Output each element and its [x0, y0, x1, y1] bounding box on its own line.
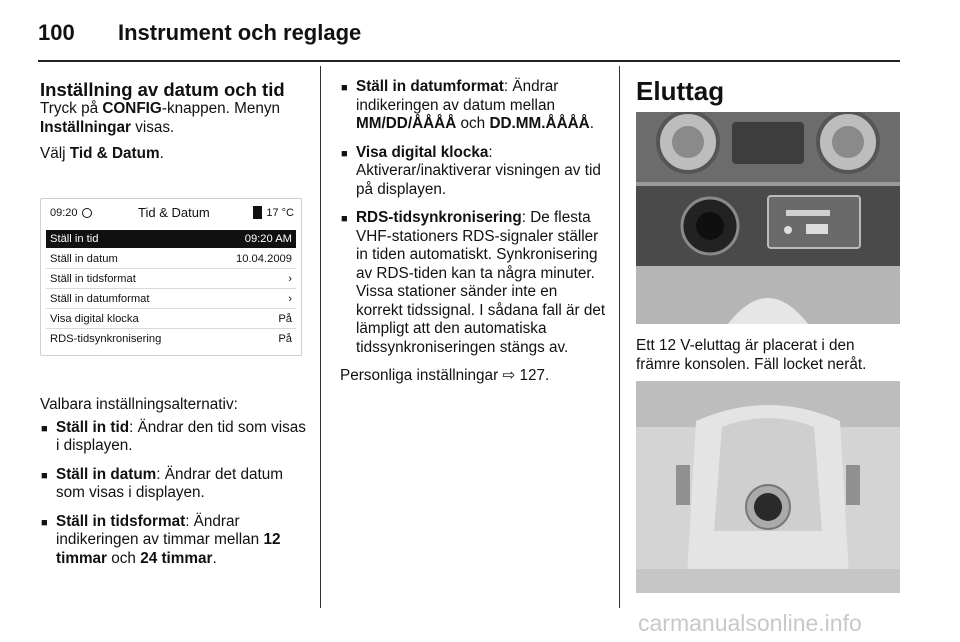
option-term: Visa digital klocka — [356, 143, 489, 161]
option-text: och — [456, 115, 490, 132]
intro-text: visas. — [130, 118, 175, 136]
reference-text: Personliga inställningar — [340, 367, 499, 384]
option-bold: DD.MM.ÅÅÅÅ — [489, 115, 590, 132]
options-intro: Valbara inställningsalternativ: — [40, 396, 238, 413]
display-row-value: 10.04.2009 — [236, 253, 292, 265]
left-column — [40, 80, 312, 164]
display-row-value: På — [278, 333, 292, 345]
display-status-bar — [46, 204, 296, 222]
section-heading-eluttag: Eluttag — [636, 76, 725, 106]
option-bold: 12 timmar — [56, 531, 281, 567]
select-text: Välj — [40, 145, 70, 162]
option-text: : Ändrar det datum som visas i displayen. — [56, 465, 283, 501]
settings-term: Inställningar — [40, 118, 131, 136]
option-bold: MM/DD/ÅÅÅÅ — [356, 115, 457, 132]
socket-photo — [636, 381, 900, 593]
display-row — [46, 310, 296, 329]
display-row-value: 09:20 AM — [244, 233, 292, 245]
option-text: och — [107, 549, 141, 567]
list-item — [340, 144, 606, 200]
option-text: : De flesta VHF-stationers RDS-signaler ställer in tiden automatiskt. Synkronisering av RDS-tiden kan ta några minuter. Vissa stationer sänder inte en korrekt tidssignal. I sådana fall är det lämpligt att den automatiska tidssynkroniseringen stängs av. — [356, 209, 606, 356]
display-screenshot — [40, 198, 302, 356]
display-row — [46, 270, 296, 289]
watermark: carmanualsonline.info — [638, 610, 862, 636]
arrow-right-icon: ⇨ — [502, 367, 516, 384]
display-row-label: Visa digital klocka — [50, 313, 139, 325]
option-text: . — [212, 549, 217, 567]
display-row-label: RDS-tidsynkronisering — [50, 333, 162, 345]
display-row — [46, 230, 296, 248]
display-row — [46, 330, 296, 348]
eluttag-caption: Ett 12 V-eluttag är placerat i den främre konsolen. Fäll locket neråt. — [636, 337, 867, 373]
display-row-label: Ställ in datumformat — [50, 293, 150, 305]
page-header-title: Instrument och reglage — [118, 20, 362, 45]
option-text: : Aktiverar/inaktiverar visningen av tid på displayen. — [356, 143, 601, 198]
console-photo — [636, 112, 900, 324]
display-row-label: Ställ in tid — [50, 233, 99, 245]
option-term: Ställ in datumformat — [356, 78, 504, 95]
option-term: Ställ in datum — [56, 465, 157, 483]
header-rule — [38, 60, 900, 62]
list-item — [340, 209, 606, 357]
middle-column — [340, 78, 606, 386]
option-term: RDS-tidsynkronisering — [356, 209, 522, 226]
display-row — [46, 290, 296, 309]
reference-page: 127. — [519, 367, 550, 384]
option-text: . — [589, 115, 594, 132]
page-number: 100 — [38, 20, 75, 45]
options-list — [40, 419, 310, 569]
list-item — [40, 466, 310, 503]
clock-sync-icon — [82, 208, 92, 218]
option-bold: 24 timmar — [140, 549, 213, 567]
list-item — [340, 78, 606, 134]
display-row-label: Ställ in datum — [50, 253, 118, 265]
display-row-value: På — [278, 313, 292, 325]
eluttag-caption-wrap — [636, 337, 902, 374]
display-menu-title: Tid & Datum — [138, 205, 210, 220]
select-text: . — [159, 145, 164, 162]
cross-reference[interactable] — [340, 367, 606, 386]
display-row — [46, 250, 296, 269]
option-term: Ställ in tidsformat — [56, 512, 186, 530]
fuel-pump-icon — [253, 206, 262, 219]
option-term: Ställ in tid — [56, 418, 130, 436]
display-temperature: 17 °C — [266, 207, 294, 219]
column-divider-right — [619, 66, 620, 608]
right-column — [636, 76, 900, 106]
display-row-label: Ställ in tidsformat — [50, 273, 136, 285]
list-item — [40, 419, 310, 456]
select-paragraph — [40, 145, 312, 164]
intro-paragraph — [40, 100, 312, 137]
option-text: : Ändrar indikeringen av timmar mellan — [56, 512, 264, 548]
options-list-continued — [340, 78, 606, 357]
list-item — [40, 513, 310, 569]
tid-datum-term: Tid & Datum — [69, 145, 160, 162]
display-time: 09:20 — [50, 207, 78, 219]
chevron-right-icon: › — [288, 273, 292, 285]
section-heading-date-time: Inställning av datum och tid — [40, 79, 285, 100]
intro-text: -knappen. Menyn — [161, 100, 281, 117]
column-divider-left — [320, 66, 321, 608]
option-text: : Ändrar indikeringen av datum mellan — [356, 78, 559, 114]
option-text: : Ändrar den tid som visas i displayen. — [56, 418, 306, 454]
intro-text: Tryck på — [40, 100, 103, 117]
config-term: CONFIG — [102, 100, 162, 117]
chevron-right-icon: › — [288, 293, 292, 305]
left-options — [40, 396, 310, 578]
